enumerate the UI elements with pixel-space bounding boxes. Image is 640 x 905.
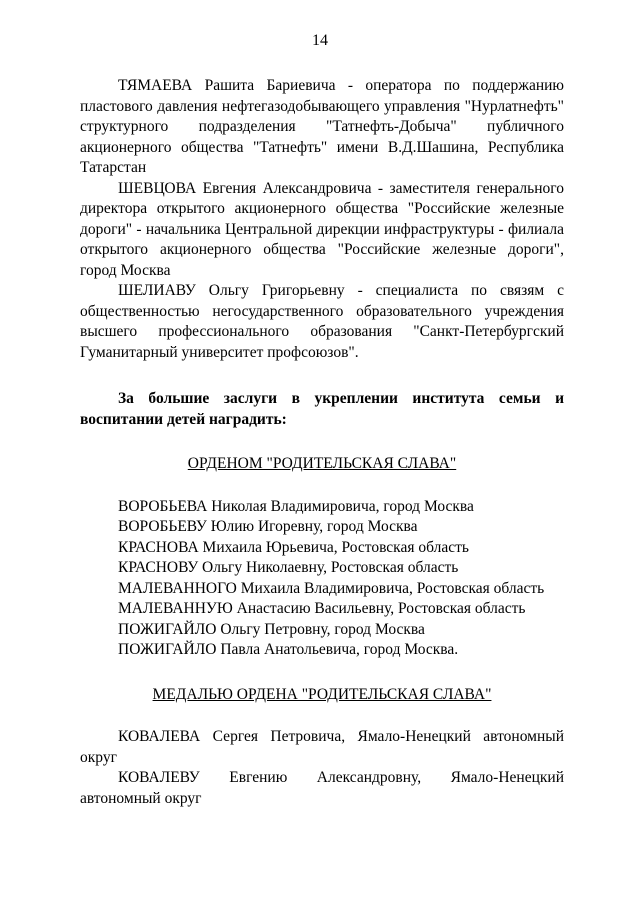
list-item: КРАСНОВА Михаила Юрьевича, Ростовская область bbox=[118, 538, 469, 556]
list-item: МАЛЕВАННУЮ Анастасию Васильевну, Ростовская область bbox=[118, 600, 526, 617]
page-number: 14 bbox=[312, 32, 328, 49]
list-item: ПОЖИГАЙЛО Ольгу Петровну, город Москва bbox=[118, 620, 425, 638]
order-title: ОРДЕНОМ "РОДИТЕЛЬСКАЯ СЛАВА" bbox=[187, 455, 457, 472]
list-item: КОВАЛЕВА Сергея Петровича, Ямало-Ненецкий автономный округ bbox=[80, 728, 564, 766]
list-item: КРАСНОВУ Ольгу Николаевну, Ростовская область bbox=[118, 559, 459, 576]
paragraph-tyamaev: ТЯМАЕВА Рашита Бариевича - оператора по поддержанию пластового давления нефтегазодобывающего управления "Нурлатнефть" структурного подразделения "Татнефть-Добыча" публичного акционерного общества "Татнефть" имени В.Д.Шашина, Республика Татарстан bbox=[80, 77, 564, 176]
paragraph-sheliava: ШЕЛИАВУ Ольгу Григорьевну - специалиста по связям с общественностью негосударственного образовательного учреждения высшего профессионального образования "Санкт-Петербургский Гуманитарный университет профсоюзов". bbox=[80, 282, 564, 361]
medal-title: МЕДАЛЬЮ ОРДЕНА "РОДИТЕЛЬСКАЯ СЛАВА" bbox=[152, 685, 492, 703]
list-item: КОВАЛЕВУ Евгению Александровну, Ямало-Ненецкий автономный округ bbox=[80, 769, 564, 807]
medal-recipient-list bbox=[80, 727, 564, 809]
list-item: ПОЖИГАЙЛО Павла Анатольевича, город Москва. bbox=[118, 641, 459, 658]
order-recipient-list bbox=[80, 497, 564, 661]
award-heading: За большие заслуги в укреплении института семьи и воспитании детей наградить: bbox=[80, 390, 564, 428]
list-item: МАЛЕВАННОГО Михаила Владимировича, Ростовская область bbox=[118, 579, 545, 597]
document-body bbox=[80, 76, 564, 809]
paragraph-shevtsov: ШЕВЦОВА Евгения Александровича - заместителя генерального директора открытого акционерного общества "Российские железные дороги" - начальника Центральной дирекции инфраструктуры - филиала открытого акционерного общества "Российские железные дороги", город Москва bbox=[80, 179, 564, 279]
list-item: ВОРОБЬЕВУ Юлию Игоревну, город Москва bbox=[118, 518, 418, 535]
list-item: ВОРОБЬЕВА Николая Владимировича, город Москва bbox=[118, 497, 474, 515]
